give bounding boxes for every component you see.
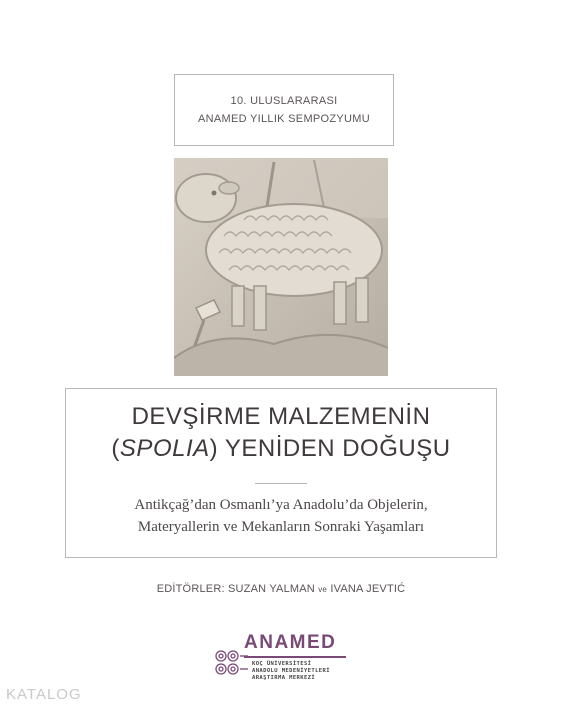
editor-name: IVANA JEVTIĆ — [330, 583, 406, 595]
book-subtitle-line1: Antikçağ’dan Osmanlı’ya Anadolu’da Objelerin, — [134, 497, 428, 513]
title-box — [65, 388, 497, 558]
book-title-line1: DEVŞİRME MALZEMENİN — [131, 403, 431, 430]
book-subtitle-line2: Materyallerin ve Mekanların Sonraki Yaşamları — [137, 519, 425, 535]
logo-subtitle-civilizations: ANADOLU MEDENİYETLERİ — [252, 668, 330, 674]
logo-subtitle-university: KOÇ ÜNİVERSİTESİ — [252, 661, 312, 667]
editors-conjunction: ve — [318, 585, 328, 594]
catalog-watermark: KATALOG — [6, 686, 82, 703]
lamb-relief-photo — [174, 158, 388, 376]
logo-wordmark: ANAMED — [244, 632, 337, 653]
title-divider — [255, 483, 307, 484]
anamed-spiral-icon — [214, 648, 248, 678]
symposium-header-box — [174, 74, 394, 146]
editors-line — [0, 583, 562, 595]
symposium-name: ANAMED YILLIK SEMPOZYUMU — [197, 113, 371, 125]
symposium-number: 10. ULUSLARARASI — [230, 95, 338, 107]
anamed-logo — [212, 632, 352, 684]
editors-label: EDİTÖRLER: — [156, 583, 225, 595]
logo-subtitle-center: ARAŞTIRMA MERKEZİ — [252, 675, 316, 681]
book-title-line2: (SPOLIA) YENİDEN DOĞUŞU — [111, 435, 451, 462]
editor-name: SUZAN YALMAN — [227, 583, 315, 595]
logo-divider — [244, 656, 346, 658]
